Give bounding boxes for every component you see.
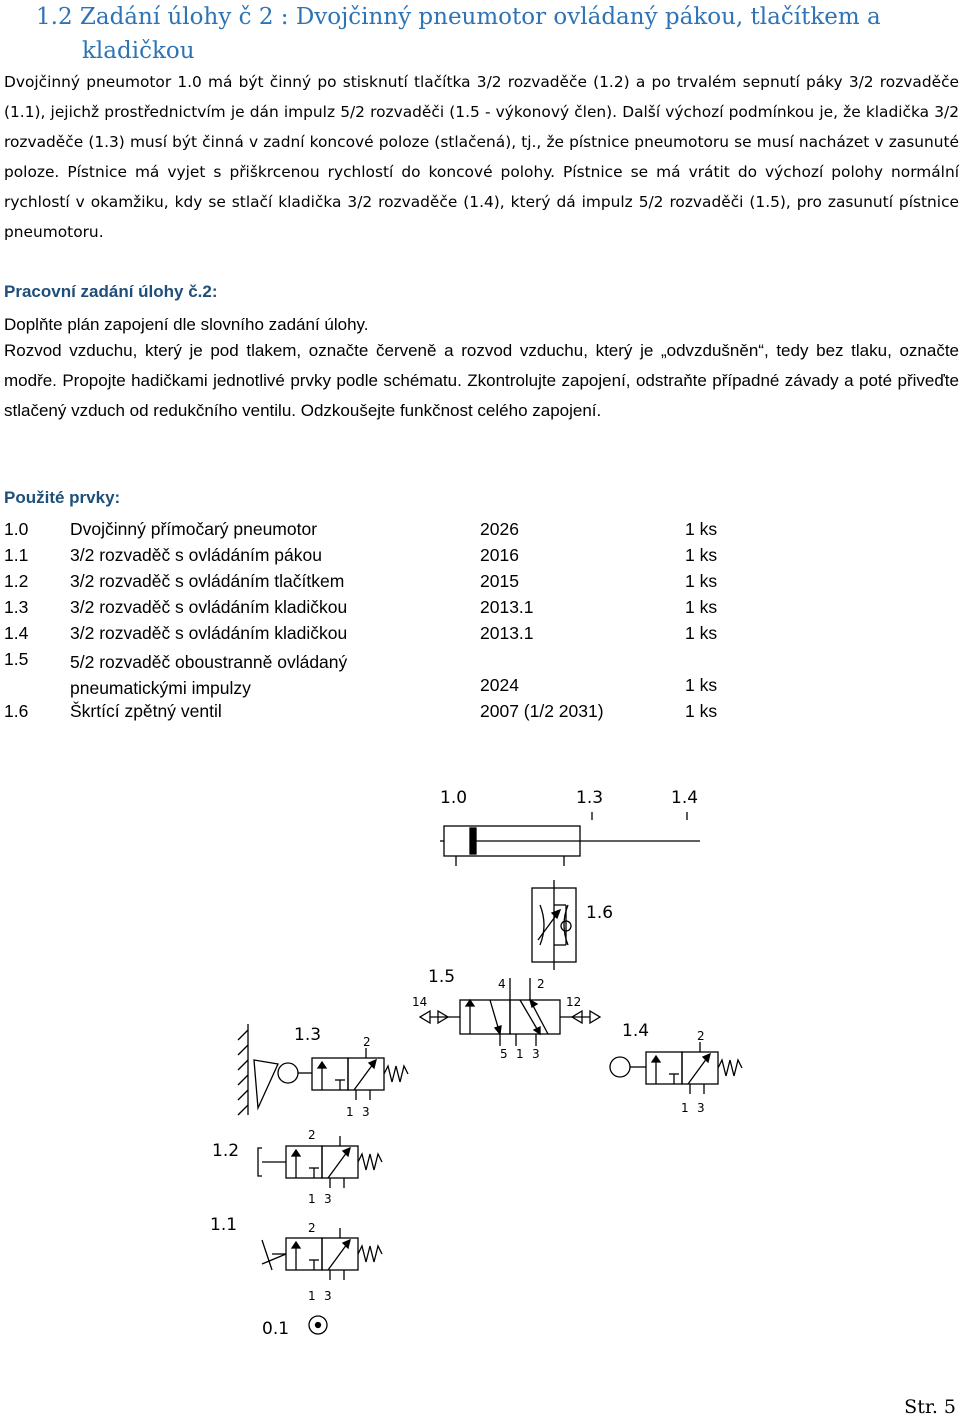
roller-valve-13-icon	[238, 1024, 408, 1115]
v11-port-2: 2	[308, 1221, 316, 1235]
part-code: 2013.1	[480, 597, 534, 617]
valve-14-label: 1.4	[622, 1021, 650, 1041]
v11-port-1: 1	[308, 1289, 316, 1303]
v13-port-2: 2	[363, 1035, 371, 1049]
v14-port-1: 1	[681, 1101, 689, 1115]
heading-line-2: kladičkou	[82, 38, 195, 64]
v12-port-2: 2	[308, 1128, 316, 1142]
port-5-label: 5	[500, 1047, 508, 1061]
v12-port-3: 3	[324, 1192, 332, 1206]
part-name	[70, 649, 347, 701]
push-button-valve-12-icon	[258, 1136, 382, 1188]
part-name: Dvojčinný přímočarý pneumotor	[70, 519, 318, 539]
cylinder-icon	[440, 826, 700, 866]
part-number: 1.0	[4, 519, 29, 539]
valve-12-label: 1.2	[212, 1141, 240, 1161]
part-code: 2007 (1/2 2031)	[480, 701, 604, 721]
valve-11-label: 1.1	[210, 1215, 238, 1235]
source-label: 0.1	[262, 1319, 290, 1339]
valve-15-label: 1.5	[428, 967, 456, 987]
part-name: 3/2 rozvaděč s ovládáním pákou	[70, 545, 322, 565]
port-4-label: 4	[498, 977, 506, 991]
part-code: 2026	[480, 519, 519, 539]
part-name: 3/2 rozvaděč s ovládáním tlačítkem	[70, 571, 345, 591]
valve-13-label: 1.3	[294, 1025, 322, 1045]
task-title: Pracovní zadání úlohy č.2:	[4, 282, 218, 301]
port-1-label: 1	[516, 1047, 524, 1061]
part-name: 3/2 rozvaděč s ovládáním kladičkou	[70, 623, 348, 643]
part-name-line-2: pneumatickými impulzy	[70, 678, 251, 698]
task-line-1: Doplňte plán zapojení dle slovního zadání úlohy.	[4, 315, 369, 334]
sensor-14-label: 1.4	[671, 788, 699, 808]
part-code: 2024	[480, 675, 519, 695]
part-number: 1.6	[4, 701, 29, 721]
throttle-check-valve-icon	[532, 880, 576, 970]
part-code: 2013.1	[480, 623, 534, 643]
part-number: 1.1	[4, 545, 29, 565]
valve-52-icon	[420, 978, 600, 1046]
part-quantity: 1 ks	[685, 519, 718, 539]
task-paragraph: Rozvod vzduchu, který je pod tlakem, označte červeně a rozvod vzduchu, který je „odvzdušněn“, tedy bez tlaku, označte modře. Propojte hadičkami jednotlivé prvky podle schématu. Zkontrolujte zapojení, odstraňte případné závady a poté přiveďte stlačený vzduch od redukčního ventilu. Odzkoušejte funkčnost celého zapojení.	[4, 341, 959, 420]
part-number: 1.2	[4, 571, 29, 591]
part-name: 3/2 rozvaděč s ovládáním kladičkou	[70, 597, 348, 617]
part-quantity: 1 ks	[685, 623, 718, 643]
port-12-label: 12	[566, 995, 582, 1009]
page-heading	[36, 0, 951, 68]
cylinder-label: 1.0	[440, 788, 468, 808]
part-code: 2016	[480, 545, 519, 565]
roller-valve-14-icon	[610, 1042, 742, 1094]
v11-port-3: 3	[324, 1289, 332, 1303]
v13-port-1: 1	[346, 1105, 354, 1119]
v14-port-2: 2	[697, 1029, 705, 1043]
v13-port-3: 3	[362, 1105, 370, 1119]
heading-line-1: 1.2 Zadání úlohy č 2 : Dvojčinný pneumotor ovládaný pákou, tlačítkem a	[36, 4, 881, 30]
intro-paragraph: Dvojčinný pneumotor 1.0 má být činný po stisknutí tlačítka 3/2 rozvaděče (1.2) a po trvalém sepnutí páky 3/2 rozvaděče (1.1), jejichž prostřednictvím je dán impulz 5/2 rozvaděči (1.5 - výkonový člen). Další výchozí podmínkou je, že kladička 3/2 rozvaděče (1.3) musí být činná v zadní koncové poloze (stlačená), tj., že pístnice pneumotoru se musí nacházet v zasunuté poloze. Pístnice má vyjet s přiškrcenou rychlostí do koncové polohy. Pístnice se má vrátit do výchozí polohy normální rychlostí v okamžiku, kdy se stlačí kladička 3/2 rozvaděče (1.4), který dá impulz 5/2 rozvaděči (1.5), pro zasunutí pístnice pneumotoru.	[4, 73, 959, 241]
port-14-label: 14	[412, 995, 428, 1009]
part-quantity: 1 ks	[685, 701, 718, 721]
port-3-label: 3	[532, 1047, 540, 1061]
pneumatic-scheme-diagram	[200, 776, 760, 1356]
part-number: 1.3	[4, 597, 29, 617]
part-number: 1.5	[4, 649, 29, 669]
part-number: 1.4	[4, 623, 29, 643]
parts-title: Použité prvky:	[4, 488, 121, 507]
sensor-13-label: 1.3	[576, 788, 604, 808]
pressure-source-icon	[309, 1316, 327, 1334]
v12-port-1: 1	[308, 1192, 316, 1206]
port-2-label: 2	[537, 977, 545, 991]
throttle-label: 1.6	[586, 903, 614, 923]
part-name-line-1: 5/2 rozvaděč oboustranně ovládaný	[70, 652, 348, 672]
part-quantity: 1 ks	[685, 675, 718, 695]
part-quantity: 1 ks	[685, 597, 718, 617]
part-quantity: 1 ks	[685, 571, 718, 591]
part-name: Škrtící zpětný ventil	[70, 701, 222, 721]
part-quantity: 1 ks	[685, 545, 718, 565]
lever-valve-11-icon	[262, 1228, 382, 1280]
part-code: 2015	[480, 571, 519, 591]
page-number: Str. 5	[904, 1396, 956, 1418]
v14-port-3: 3	[697, 1101, 705, 1115]
